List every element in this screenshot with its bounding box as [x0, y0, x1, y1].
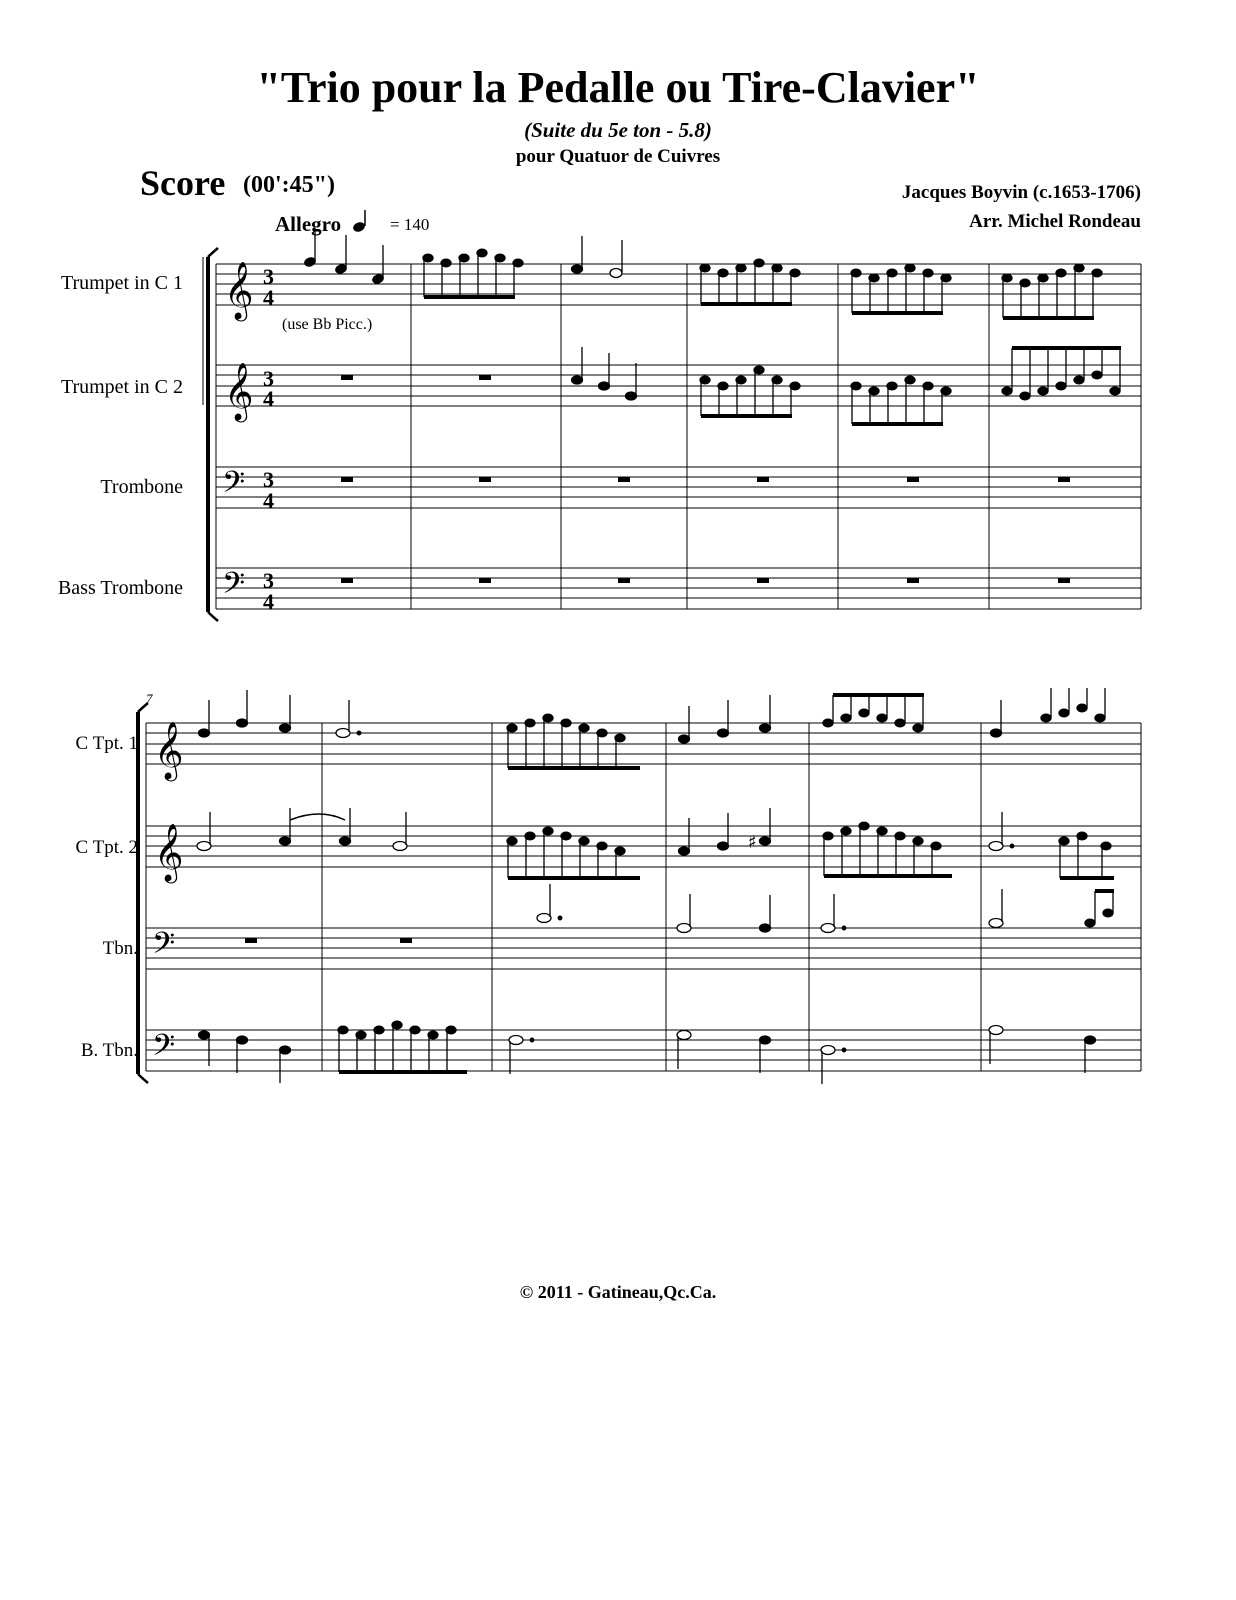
svg-text:4: 4 [263, 386, 274, 411]
btbn-notes [199, 1021, 1096, 1084]
treble-clef-icon: 𝄞 [154, 721, 184, 779]
piece-title: "Trio pour la Pedalle ou Tire-Clavier" [256, 63, 980, 112]
treble-clef-icon: 𝄞 [224, 261, 254, 319]
svg-text:3: 3 [263, 264, 274, 289]
tempo-bpm: = 140 [390, 215, 430, 234]
performance-note: (use Bb Picc.) [282, 316, 373, 333]
staff-label-trombone: Trombone [100, 476, 183, 498]
sharp-icon: ♯ [748, 832, 757, 853]
svg-text:3: 3 [263, 568, 274, 593]
tempo-marking: Allegro [275, 212, 342, 236]
barlines [216, 264, 1141, 609]
staff-lines [146, 723, 1141, 1071]
treble-clef-icon: 𝄞 [224, 362, 254, 420]
svg-text:4: 4 [263, 285, 274, 310]
svg-text:4: 4 [263, 589, 274, 614]
system-1 [203, 228, 1141, 621]
svg-text:3: 3 [263, 366, 274, 391]
eighth-runs-staff1 [423, 236, 1102, 320]
staff-label-c-tpt-2: C Tpt. 2 [75, 837, 138, 858]
bass-clef-icon: 𝄢 [222, 466, 246, 507]
treble-clef-icon: 𝄞 [154, 823, 184, 881]
copyright: © 2011 - Gatineau,Qc.Ca. [519, 1282, 717, 1302]
tie-slur [290, 814, 345, 820]
ctpt2-notes [197, 808, 1114, 880]
ctpt1-notes [199, 688, 1106, 770]
piece-subtitle: (Suite du 5e ton - 5.8) [524, 118, 712, 142]
staff-lines [216, 264, 1141, 609]
barlines [146, 723, 1141, 1071]
tempo-quarter-note-icon [352, 210, 366, 233]
duration: (00':45") [243, 172, 335, 198]
bass-clef-icon: 𝄢 [152, 1029, 176, 1070]
time-signatures [263, 264, 274, 614]
tbn-notes [245, 884, 1114, 943]
staff-label-trumpet-2: Trumpet in C 2 [60, 376, 183, 398]
system-2 [138, 688, 1141, 1084]
score-label: Score [140, 163, 226, 203]
staff-label-tbn: Tbn. [102, 938, 138, 959]
staff-label-bass-trombone: Bass Trombone [57, 577, 183, 599]
composer: Jacques Boyvin (c.1653-1706) [901, 182, 1141, 203]
bass-clef-icon: 𝄢 [152, 927, 176, 968]
arranger: Arr. Michel Rondeau [969, 211, 1141, 232]
bass-clef-icon: 𝄢 [222, 567, 246, 608]
svg-text:4: 4 [263, 488, 274, 513]
measure-number: 7 [146, 691, 153, 706]
instrumentation: pour Quatuor de Cuivres [515, 146, 721, 167]
staff-label-b-tbn: B. Tbn. [80, 1040, 138, 1061]
tpt1-m1-notes [303, 228, 384, 285]
svg-text:3: 3 [263, 467, 274, 492]
staff-label-trumpet-1: Trumpet in C 1 [60, 272, 183, 294]
staff-label-c-tpt-1: C Tpt. 1 [75, 733, 138, 754]
